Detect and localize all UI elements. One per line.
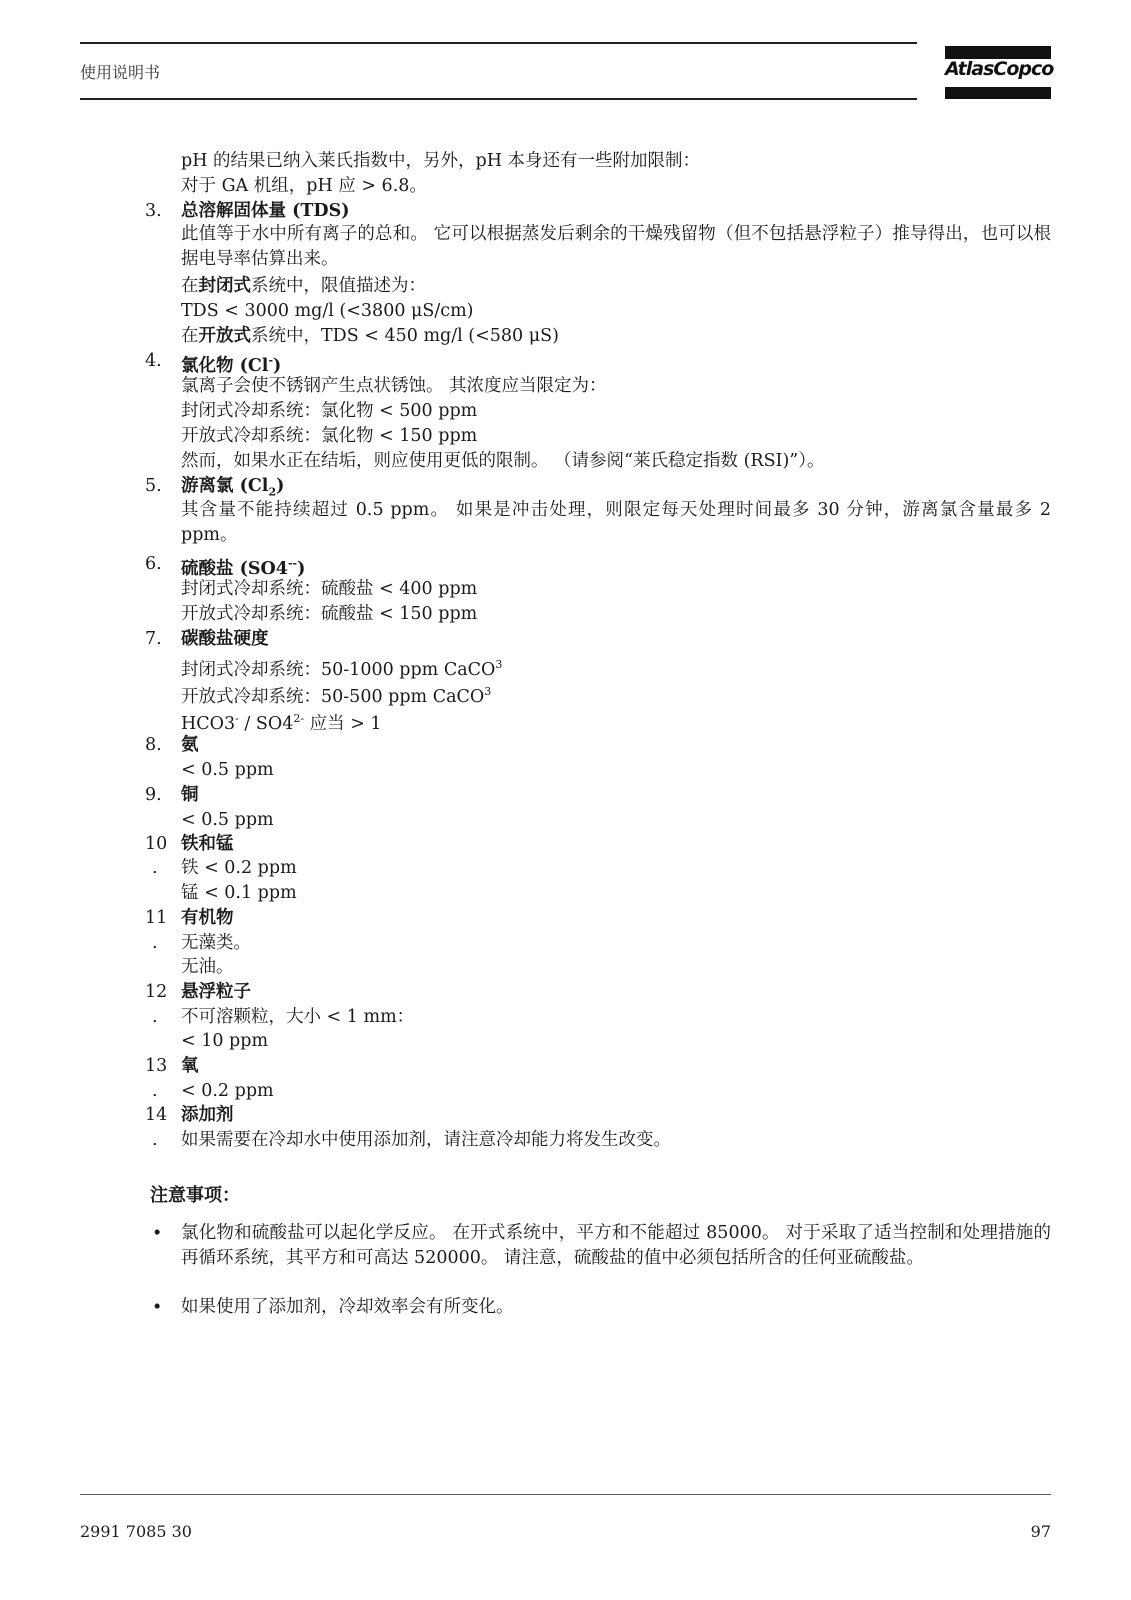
notes-heading: 注意事项：: [150, 1185, 240, 1206]
section-number: 14: [145, 1105, 168, 1125]
section-number: 6.: [145, 554, 162, 574]
section-title-oxygen: 氧: [181, 1056, 199, 1076]
tds-closed-intro: 在封闭式系统中，限值描述为：: [181, 276, 426, 296]
section-number: 9.: [145, 785, 162, 805]
additives-text: 如果需要在冷却水中使用添加剂，请注意冷却能力将发生改变。: [181, 1130, 671, 1150]
document-title: 使用说明书: [80, 63, 161, 82]
particles-limit: < 10 ppm: [181, 1031, 269, 1051]
footer-rule: [80, 1494, 1051, 1495]
iron-limit: 铁 < 0.2 ppm: [181, 858, 297, 878]
carbonate-closed: 封闭式冷却系统：50-1000 ppm CaCO$^3$: [181, 658, 503, 680]
section-title-ammonia: 氨: [181, 735, 199, 755]
bullet-icon: •: [152, 1298, 163, 1318]
ammonia-limit: < 0.5 ppm: [181, 760, 274, 780]
ph-text: pH 的结果已纳入莱氏指数中，另外，pH 本身还有一些附加限制：: [181, 151, 701, 171]
chloride-text: 氯离子会使不锈钢产生点状锈蚀。 其浓度应当限定为：: [181, 376, 607, 396]
document-code: 2991 7085 30: [80, 1522, 192, 1541]
section-number-dot: .: [152, 933, 158, 953]
organics-oil: 无油。: [181, 957, 234, 977]
sulfate-closed: 封闭式冷却系统：硫酸盐 < 400 ppm: [181, 579, 478, 599]
section-number: 12: [145, 982, 168, 1002]
bullet-icon: •: [152, 1224, 163, 1244]
carbonate-open: 开放式冷却系统：50-500 ppm CaCO$^3$: [181, 685, 492, 707]
section-number-dot: .: [152, 1081, 158, 1101]
section-number: 8.: [145, 735, 162, 755]
section-number-dot: .: [152, 1130, 158, 1150]
section-number: 11: [145, 908, 168, 928]
chloride-closed: 封闭式冷却系统：氯化物 < 500 ppm: [181, 401, 478, 421]
section-title-sulfate: 硫酸盐 (SO4--): [181, 557, 306, 579]
section-number: 4.: [145, 351, 162, 371]
section-title-additives: 添加剂: [181, 1105, 234, 1125]
copper-limit: < 0.5 ppm: [181, 810, 274, 830]
section-number: 3.: [145, 201, 162, 221]
section-title-free-chlorine: 游离氯 $(Cl_2)$: [181, 476, 285, 499]
section-number: 10: [145, 834, 168, 854]
tds-closed-limit: TDS < 3000 mg/l (<3800 μS/cm): [181, 301, 474, 321]
section-title-copper: 铜: [181, 785, 199, 805]
section-title-organics: 有机物: [181, 908, 234, 928]
free-chlorine-text: 其含量不能持续超过 0.5 ppm。 如果是冲击处理，则限定每天处理时间最多 30 分钟，游离氯含量最多 2 ppm。: [181, 500, 1051, 545]
carbonate-ratio: $HCO3^- / SO4^{2-}$ 应当 > 1: [181, 712, 382, 734]
note-item: 如果使用了添加剂，冷却效率会有所变化。: [181, 1297, 514, 1317]
note-item: 氯化物和硫酸盐可以起化学反应。 在开式系统中，平方和不能超过 85000。 对于采取了适当控制和处理措施的再循环系统，其平方和可高达 520000。 请注意，硫酸盐的值中必须包括所含的任何亚硫酸盐。: [181, 1223, 1051, 1268]
section-number-dot: .: [152, 858, 158, 878]
section-number: 5.: [145, 476, 162, 496]
section-title-chloride: 氯化物 (Cl-): [181, 354, 282, 376]
section-title-suspended-particles: 悬浮粒子: [181, 982, 251, 1002]
oxygen-limit: < 0.2 ppm: [181, 1081, 274, 1101]
sulfate-open: 开放式冷却系统：硫酸盐 < 150 ppm: [181, 604, 478, 624]
section-title-iron-manganese: 铁和锰: [181, 834, 234, 854]
section-number: 13: [145, 1056, 168, 1076]
section-number-dot: .: [152, 1007, 158, 1027]
section-title-tds: 总溶解固体量 (TDS): [181, 201, 350, 221]
particles-size: 不可溶颗粒，大小 < 1 mm：: [181, 1007, 415, 1027]
section-title-carbonate: 碳酸盐硬度: [181, 629, 269, 649]
page-number: 97: [1030, 1522, 1051, 1541]
tds-open-limit: 在开放式系统中，TDS < 450 mg/l (<580 μS): [181, 326, 559, 346]
chloride-open: 开放式冷却系统：氯化物 < 150 ppm: [181, 426, 478, 446]
organics-algae: 无藻类。: [181, 933, 251, 953]
manganese-limit: 锰 < 0.1 ppm: [181, 883, 297, 903]
section-number: 7.: [145, 629, 162, 649]
ph-limit: 对于 GA 机组，pH 应 > 6.8。: [181, 176, 427, 196]
logo-text: AtlasCopco: [945, 58, 1054, 80]
tds-description: 此值等于水中所有离子的总和。 它可以根据蒸发后剩余的干燥残留物（但不包括悬浮粒子）推导得出，也可以根据电导率估算出来。: [181, 224, 1051, 269]
chloride-note: 然而，如果水正在结垢，则应使用更低的限制。 （请参阅“莱氏稳定指数 (RSI)”）。: [181, 451, 825, 471]
